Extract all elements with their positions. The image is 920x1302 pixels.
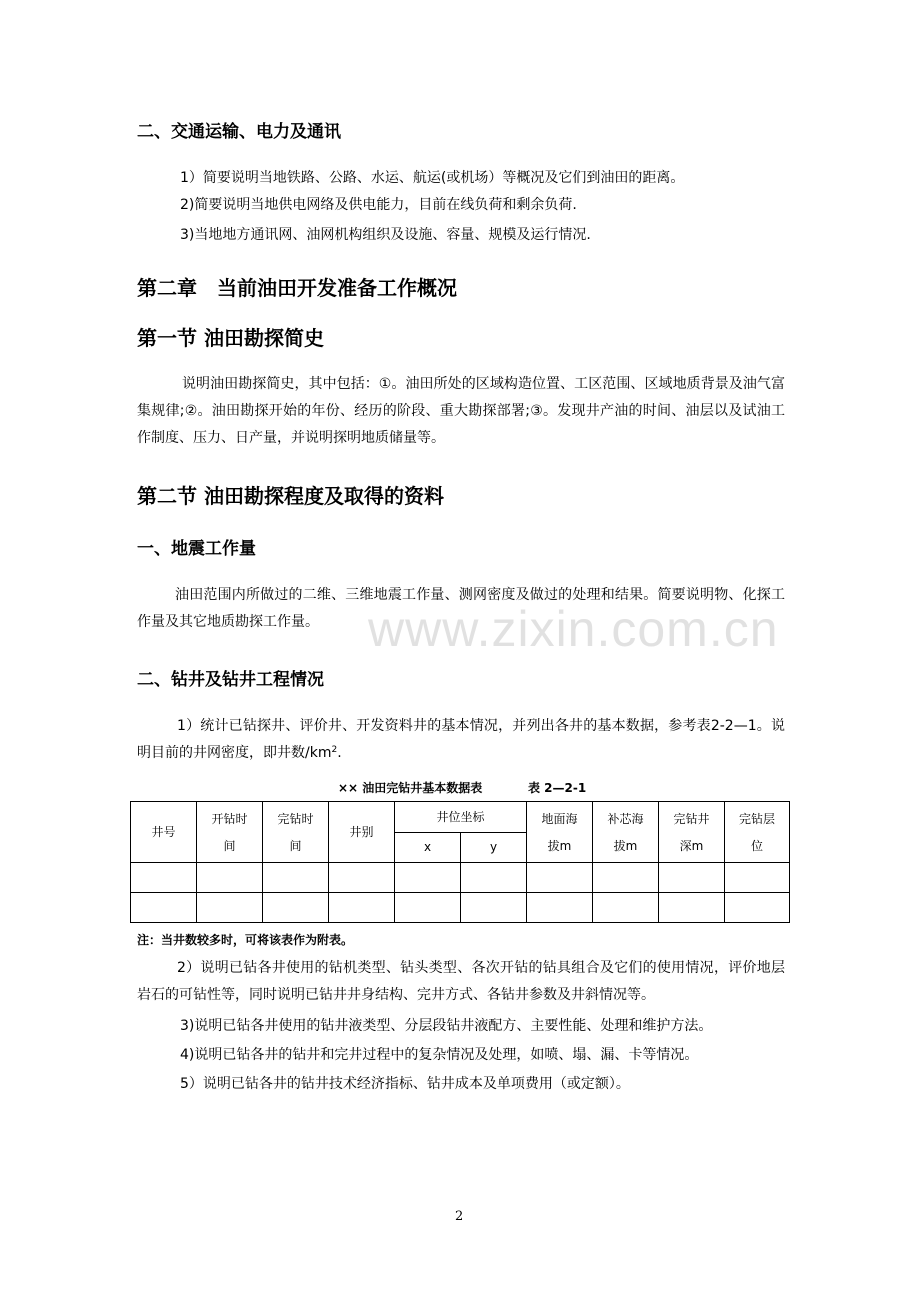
section-1-title: 第一节 油田勘探简史 — [137, 326, 324, 350]
table-number: 表 2—2-1 — [528, 781, 587, 795]
table-row — [131, 863, 790, 893]
unit-superscript: 2 — [331, 745, 338, 755]
transport-item-3: 3)当地地方通讯网、油网机构组织及设施、容量、规模及运行情况. — [180, 227, 591, 243]
drilling-heading: 二、钻井及钻井工程情况 — [137, 670, 324, 690]
th-x: x — [395, 832, 461, 863]
th-kb-elev: 补芯海 拔m — [593, 802, 659, 863]
th-td-formation: 完钻层 位 — [725, 802, 790, 863]
watermark: www.zixin.com.cn — [368, 601, 779, 657]
followup-item-2: 2）说明已钻各井使用的钻机类型、钻头类型、各次开钻的钻具组合及它们的使用情况，评价地层岩石的可钻性等，同时说明已钻井井身结构、完井方式、各钻井参数及井斜情况等。 — [137, 960, 785, 1003]
section-1-body: 说明油田勘探简史，其中包括：①。油田所处的区域构造位置、工区范围、区域地质背景及油气富集规律;②。油田勘探开始的年份、经历的阶段、重大勘探部署;③。发现井产油的时间、油层以及试油工作制度、压力、日产量，并说明探明地质储量等。 — [137, 376, 785, 446]
section-2-title: 第二节 油田勘探程度及取得的资料 — [137, 484, 444, 508]
followup-item-3: 3)说明已钻各井使用的钻井液类型、分层段钻井液配方、主要性能、处理和维护方法。 — [180, 1018, 713, 1034]
th-spud-time: 开钻时 间 — [197, 802, 263, 863]
th-ground-elev: 地面海 拔m — [527, 802, 593, 863]
transport-heading: 二、交通运输、电力及通讯 — [137, 122, 341, 142]
transport-item-1: 1）简要说明当地铁路、公路、水运、航运(或机场）等概况及它们到油田的距离。 — [180, 170, 685, 186]
drilling-item-1 — [137, 713, 785, 767]
seismic-body: 油田范围内所做过的二维、三维地震工作量、测网密度及做过的处理和结果。简要说明物、化探工作量及其它地质勘探工作量。 — [137, 587, 785, 630]
well-data-table — [130, 801, 790, 923]
followup-item-5: 5）说明已钻各井的钻井技术经济指标、钻井成本及单项费用（或定额）。 — [180, 1076, 630, 1092]
th-coords: 井位坐标 — [395, 802, 527, 833]
th-well-no: 井号 — [131, 802, 197, 863]
th-completion-time: 完钻时 间 — [263, 802, 329, 863]
transport-item-2: 2)简要说明当地供电网络及供电能力，目前在线负荷和剩余负荷. — [180, 197, 577, 213]
page-number: 2 — [455, 1209, 464, 1224]
table-note: 注：当井数较多时，可将该表作为附表。 — [137, 933, 354, 947]
drilling-item-1-end: . — [337, 745, 342, 761]
table-row — [131, 893, 790, 923]
table-caption: ×× 油田完钻井基本数据表 — [338, 781, 483, 795]
drilling-item-1-text: 1）统计已钻探井、评价井、开发资料井的基本情况，并列出各井的基本数据，参考表2-2—1。说明目前的井网密度，即井数/km — [137, 718, 785, 761]
th-well-type: 井别 — [329, 802, 395, 863]
th-total-depth: 完钻井 深m — [659, 802, 725, 863]
seismic-heading: 一、地震工作量 — [137, 539, 256, 559]
th-y: y — [461, 832, 527, 863]
chapter-title: 第二章 当前油田开发准备工作概况 — [137, 276, 457, 300]
followup-item-4: 4)说明已钻各井的钻井和完井过程中的复杂情况及处理，如喷、塌、漏、卡等情况。 — [180, 1047, 699, 1063]
